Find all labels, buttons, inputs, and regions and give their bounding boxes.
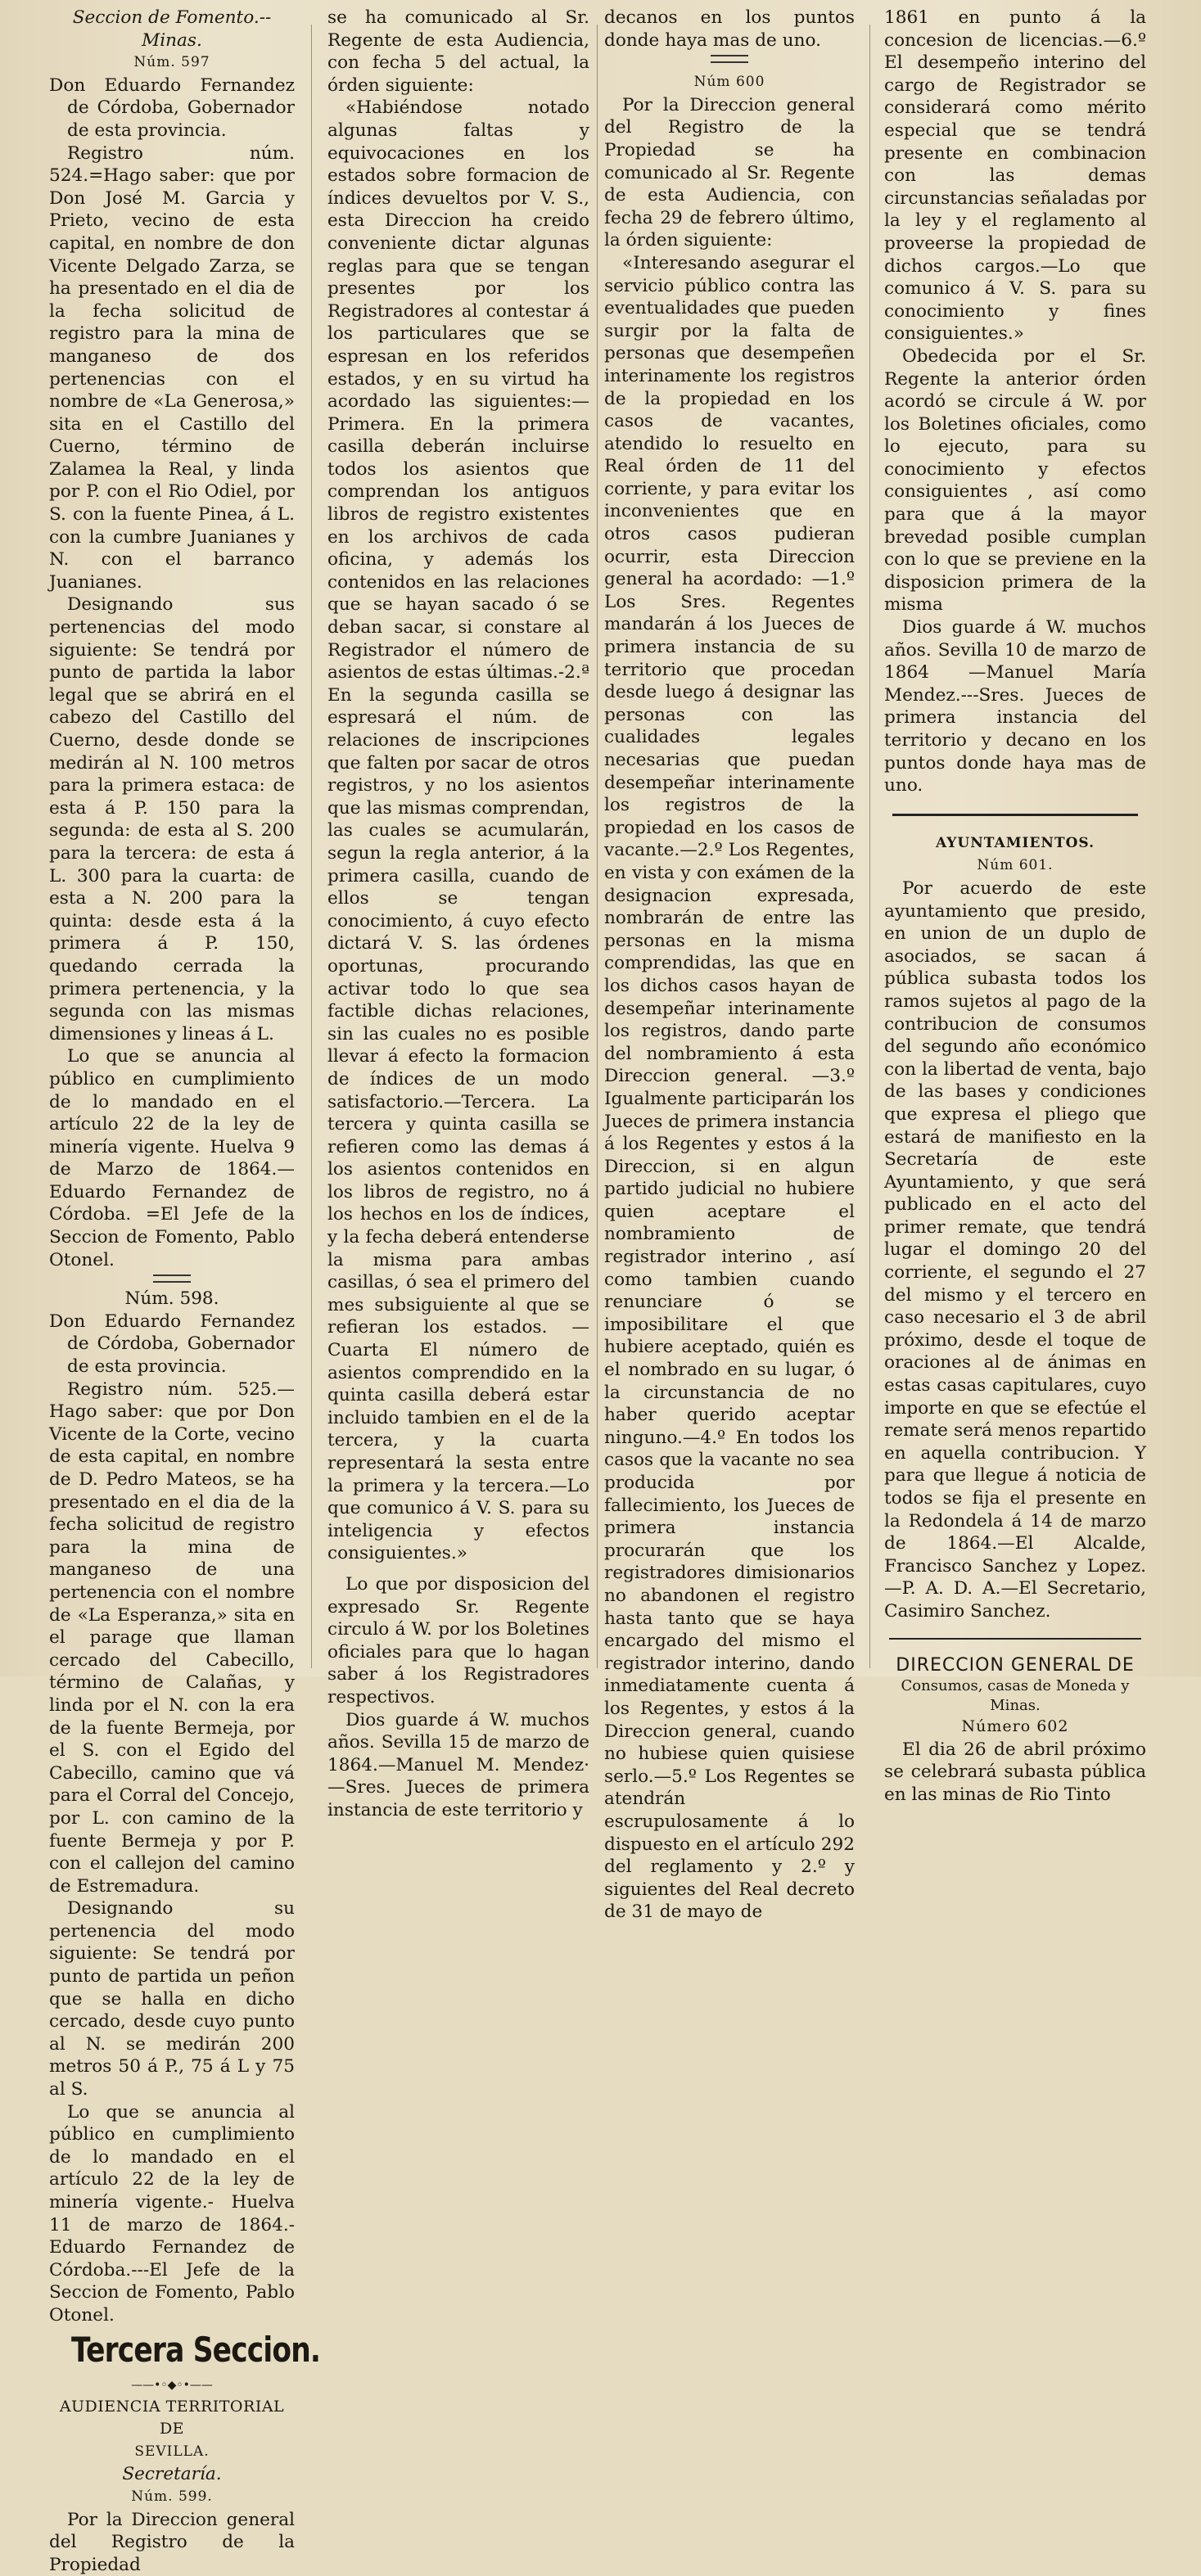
notice-paragraph: Obedecida por el Sr. Regente la anterior órden acordó se circule á W. por los Boletines oficiales, como lo ejecuto, para su conocimiento y efectos consiguientes , así como para que á la mayor brevedad posible cumplan con lo que se previene en la disposicion primera de la misma [884,345,1146,616]
notice-number: Número 602 [961,1717,1069,1736]
notice-paragraph: Dios guarde á W. muchos años. Sevilla 15 de marzo de 1864.—Manuel M. Mendez· —Sres. Jueces de primera instancia de este territorio y [327,1709,589,1820]
notice-number: Núm. 598. [124,1288,219,1310]
notice-number: Núm 601. [977,857,1054,874]
section-title: Seccion de Fomento.--Minas. [72,7,272,51]
notice-paragraph: Por la Direccion general del Registro de la Propiedad [49,2509,295,2575]
secretaria-heading: Secretaría. [122,2464,222,2485]
notice-number: Núm. 599. [131,2488,213,2505]
notice-paragraph: Por la Direccion general del Registro de la Propiedad se ha comunicado al Sr. Regente de esta Audiencia, con fecha 29 de febrero último, la órden siguiente: [604,94,855,251]
direccion-subheading: Consumos, casas de Moneda y Minas. [901,1677,1130,1715]
tercera-seccion-heading: Tercera Seccion. [71,2329,321,2370]
notice-paragraph: El dia 26 de abril próximo se celebrará subasta pública en las minas de Rio Tinto [884,1739,1146,1805]
notice-paragraph: Registro núm. 525.—Hago saber: que por Don Vicente de la Corte, vecino de esta capital, en nombre de D. Pedro Mateos, se ha presentado en el dia de la fecha solicitud de registro para la mina de manganeso de una pertenencia con el nombre de «La Esperanza,» sita en el parage que llaman cercado del Cabecillo, término de Calañas, y linda por el N. con la era de la fuente Bermeja, por el S. con el Egido del Cabecillo, camino que vá para el Corral del Concejo, por L. con camino de la fuente Bermeja y por P. con el callejon del camino de Estremadura. [49,1378,295,1897]
notice-paragraph: se ha comunicado al Sr. Regente de esta Audiencia, con fecha 5 del actual, la órden siguiente: [327,7,589,96]
notice-paragraph: Designando su pertenencia del modo siguiente: Se tendrá por punto de partida un peñon que se halla en dicho cercado, desde cuyo punto al N. se medirán 200 metros 50 á P., 75 á L y 75 al S. [49,1898,295,2100]
notice-paragraph: «Habiéndose notado algunas faltas y equivocaciones en los estados sobre formacion de índices devueltos por V. S., esta Direccion ha creido conveniente dictar algunas reglas para que se tengan presentes por los Registradores al contestar á los particulares que se espresan en los referidos estados, y en su virtud ha acordado las siguientes:—Primera. En la primera casilla deberán incluirse todos los asientos que comprendan los antiguos libros de registro existentes en los archivos de cada oficina, y además los contenidos en las relaciones que se hayan sacado ó se deban sacar, si constare al Registrador el número de asientos de estas últimas.-2.ª En la segunda casilla se espresará el núm. de relaciones de inscripciones que falten por sacar de otros registros, y no los asientos que las mismas comprendan, las cuales se acumularán, segun la regla anterior, á la primera casilla, cuando de ellos se tengan conocimiento, á cuyo efecto dictará V. S. las órdenes oportunas, procurando activar todo lo que sea factible dichas relaciones, sin las cuales no es posible llevar á efecto la formacion de índices de un modo satisfactorio.—Tercera. La tercera y quinta casilla se refieren como las demas á los asientos contenidos en los libros de registro, no á los hechos en los de índices, y la fecha deberá entenderse la misma para ambas casillas, ó sea el primero del mes subsiguiente al que se refieran los estados. —Cuarta El número de asientos comprendido en la quinta casilla deberá estar incluido tambien en el de la tercera, y la cuarta representará la sesta entre la primera y la tercera.—Lo que comunico á V. S. para su inteligencia y efectos consiguientes.» [327,97,589,1564]
sevilla-heading: SEVILLA. [134,2443,210,2460]
column-4 [884,7,1146,1805]
notice-paragraph: 1861 en punto á la concesion de licencias.—6.º El desempeño interino del cargo de Registrador se considerará como mérito especial que se tendrá presente en combinacion con las demas circunstancias señaladas por la ley y el reglamento al proveerse la propiedad de dichos cargos.—Lo que comunico á V. S. para su conocimiento y fines consiguientes.» [884,7,1146,345]
column-rule [311,25,312,1668]
notice-paragraph: Lo que se anuncia al público en cumplimiento de lo mandado en el artículo 22 de la ley de minería vigente. Huelva 9 de Marzo de 1864.—Eduardo Fernandez de Córdoba. =El Jefe de la Seccion de Fomento, Pablo Otonel. [49,1046,295,1270]
notice-paragraph: Dios guarde á W. muchos años. Sevilla 10 de marzo de 1864 —Manuel María Mendez.---Sres. Jueces de primera instancia del territorio y decano en los puntos donde haya mas de uno. [884,617,1146,796]
notice-paragraph: Por acuerdo de este ayuntamiento que presido, en union de un duplo de asociados, se sacan á pública subasta todos los ramos sujetos al pago de la contribucion de consumos del segundo año económico con la libertad de venta, bajo de las bases y condiciones que expresa el pliego que estará de manifiesto en la Secretaría de este Ayuntamiento, y que será publicado en el acto del primer remate, que tendrá lugar el domingo 20 del corriente, el segundo el 27 del mismo y el tercero en caso necesario el 3 de abril próximo, desde el toque de oraciones al de ánimas en estas casas capitulares, cuyo importe en que se efectúe el remate será menos repartido en aquella contribucion. Y para que llegue á noticia de todos se fija el presente en la Redondela á 14 de marzo de 1864.—El Alcalde, Francisco Sanchez y Lopez.—P. A. D. A.—El Secretario, Casimiro Sanchez. [884,877,1146,1622]
ayuntamientos-heading: AYUNTAMIENTOS. [935,834,1095,851]
notice-number: Núm. 597 [133,54,210,71]
column-1 [49,7,321,2575]
column-3 [604,7,855,1923]
column-2 [327,7,589,1820]
section-divider [892,814,1138,816]
notice-intro: Don Eduardo Fernandez de Córdoba, Gobernador de esta provincia. [49,1311,295,1378]
direccion-heading: DIRECCION GENERAL DE [896,1654,1135,1676]
notice-number: Núm 600 [693,74,765,91]
separator [711,55,748,63]
notice-paragraph: Lo que se anuncia al público en cumplimiento de lo mandado en el artículo 22 de la ley de minería vigente.- Huelva 11 de marzo de 1864.-Eduardo Fernandez de Córdoba.---El Jefe de la Seccion de Fomento, Pablo Otonel. [49,2101,295,2326]
separator [153,1274,191,1283]
notice-paragraph: Lo que por disposicion del expresado Sr. Regente circulo á W. por los Boletines oficiales para que lo hagan saber á los Registradores respectivos. [327,1573,589,1708]
notice-paragraph: «Interesando asegurar el servicio público contra las eventualidades que pueden surgir por la falta de personas que desempeñen interinamente los registros de la propiedad en los casos de vacantes, atendido lo resuelto en Real órden de 11 del corriente, y para evitar los inconvenientes que en otros casos pudieran ocurrir, esta Direccion general ha acordado: —1.º Los Sres. Regentes mandarán á los Jueces de primera instancia de su territorio que procedan desde luego á designar las personas con las cualidades legales necesarias que puedan desempeñar interinamente los registros de la propiedad en los casos de vacante.—2.º Los Regentes, en vista y con exámen de la designacion expresada, nombrarán de entre las personas en la misma comprendidas, las que en los dichos casos hayan de desempeñar interinamente los registros, dando parte del nombramiento á esta Direccion general. —3.º Igualmente participarán los Jueces de primera instancia á los Regentes y estos á la Direccion, si en algun partido judicial no hubiere quien aceptare el nombramiento de registrador interino , así como tambien cuando renunciare ó se imposibilitare el que hubiere aceptado, quién es el nombrado en su lugar, ó la circunstancia de no haber querido aceptar ninguno.—4.º En todos los casos que la vacante no sea producida por fallecimiento, los Jueces de primera instancia procurarán que los registradores dimisionarios no abandonen el registro hasta tanto que se haya encargado del mismo el registrador interino, dando inmediatamente cuenta á los Regentes, y estos á la Direccion general, cuando no hubiese quien quisiese serlo.—5.º Los Regentes se atendrán escrupulosamente á lo dispuesto en el artículo 292 del reglamento y 2.º y siguientes del Real decreto de 31 de mayo de [604,252,855,1923]
audiencia-heading: AUDIENCIA TERRITORIAL DE [59,2397,285,2438]
column-rule [597,25,598,1668]
notice-paragraph: decanos en los puntos donde haya mas de uno. [604,7,855,51]
ornament-divider: ——•◦◆◦•—— [131,2378,213,2392]
notice-intro: Don Eduardo Fernandez de Córdoba, Gobernador de esta provincia. [49,74,295,141]
column-rule [869,25,870,1668]
section-divider [889,1638,1141,1640]
notice-paragraph: Designando sus pertenencias del modo siguiente: Se tendrá por punto de partida la labor legal que se abrirá en el cabezo del Castillo del Cuerno, desde donde se medirán al N. 100 metros para la primera estaca: de esta á P. 150 para la segunda: de esta al S. 200 para la tercera: de esta á L. 300 para la cuarta: de esta a N. 200 para la quinta: desde esta á la primera á P. 150, quedando cerrada la primera pertenencia, y la segunda con las mismas dimensiones y lineas á L. [49,594,295,1044]
notice-paragraph: Registro núm. 524.=Hago saber: que por Don José M. Garcia y Prieto, vecino de esta capital, en nombre de don Vicente Delgado Zarza, se ha presentado en el dia de la fecha solicitud de registro para la mina de manganeso de dos pertenencias con el nombre de «La Generosa,» sita en el Castillo del Cuerno, término de Zalamea la Real, y linda por P. con el Rio Odiel, por S. con la fuente Pinea, á L. con la cumbre Juanianes y N. con el barranco Juanianes. [49,142,295,593]
